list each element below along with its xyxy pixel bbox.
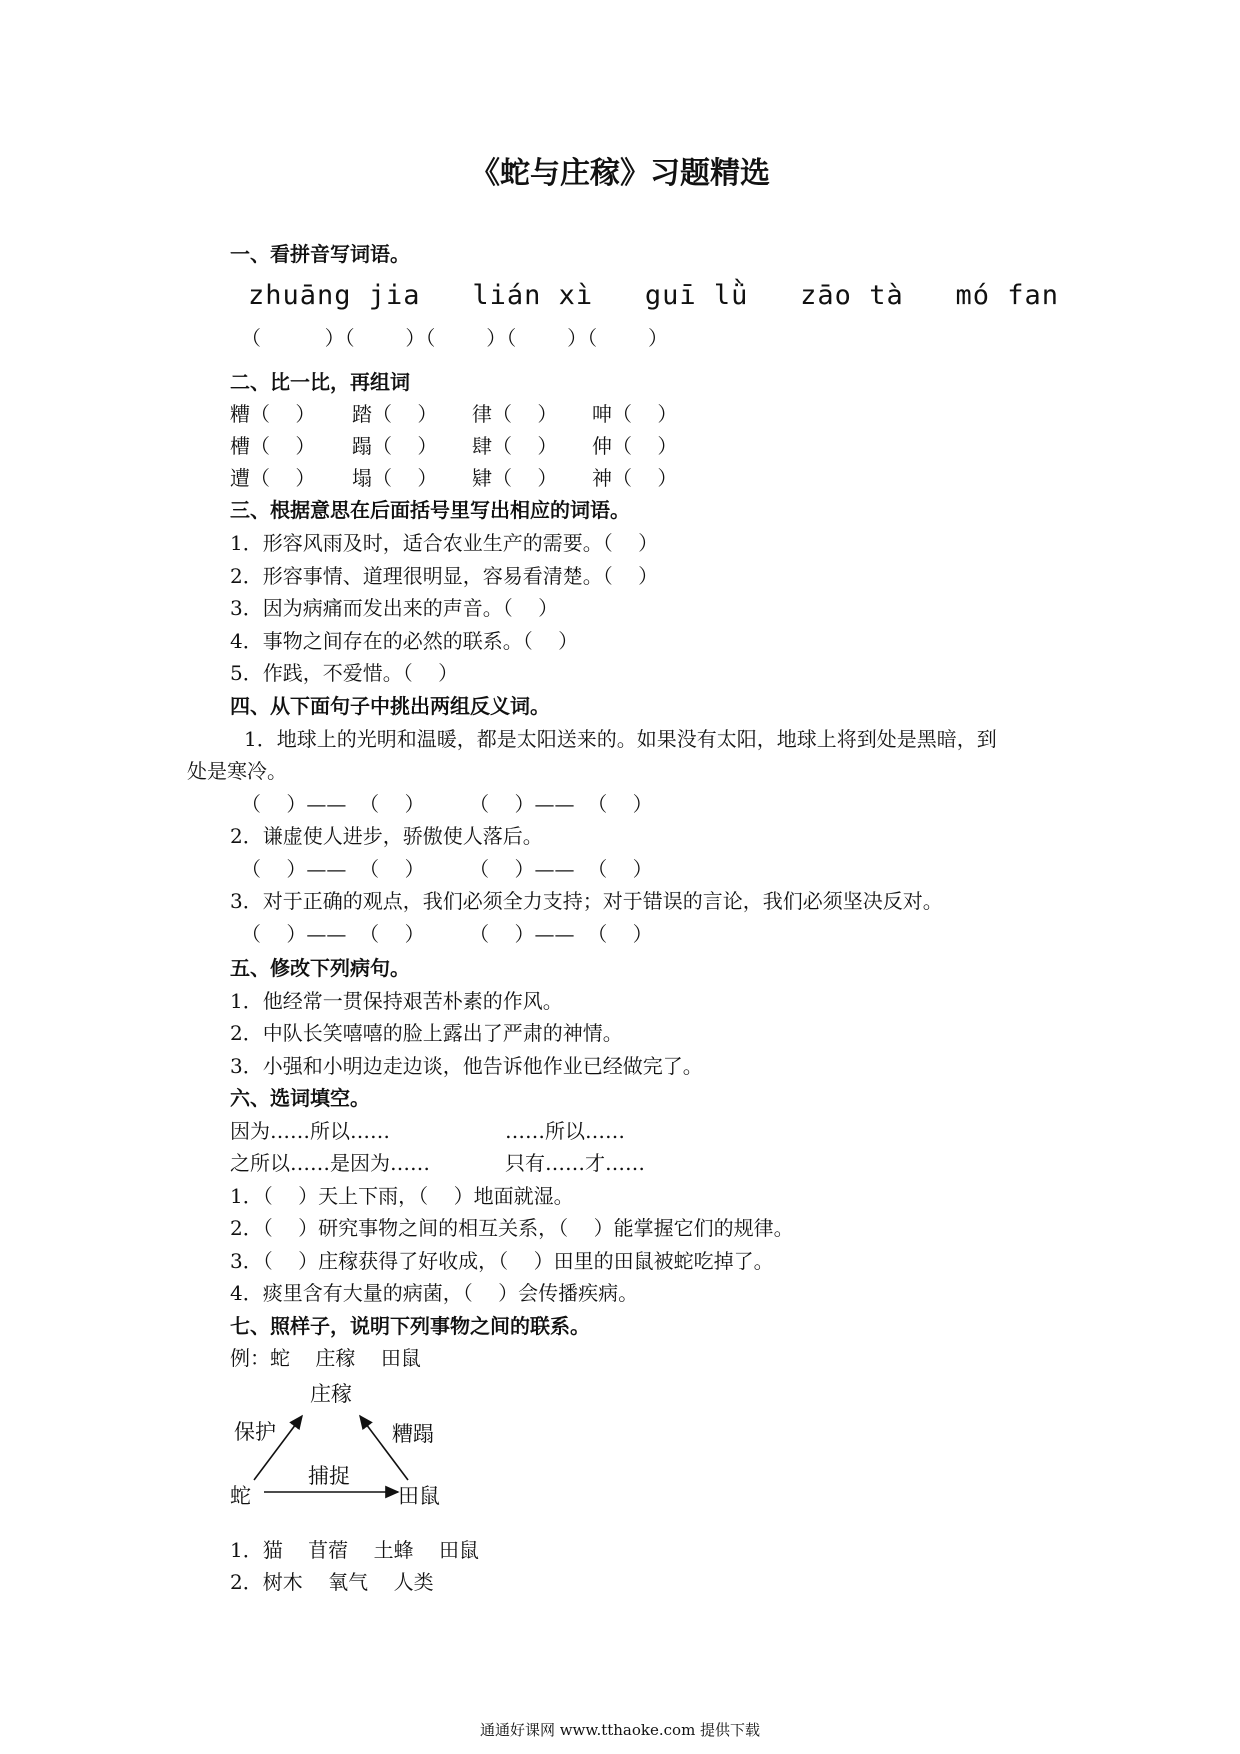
- section-4-heading: 四、从下面句子中挑出两组反义词。: [230, 694, 550, 718]
- compare-cell: 神（ ）: [592, 466, 678, 490]
- definition-item: 5．作践，不爱惜。（ ）: [230, 661, 459, 685]
- compare-cell: 蹋（ ）: [352, 434, 438, 458]
- definition-item: 3．因为病痛而发出来的声音。（ ）: [230, 596, 559, 620]
- sentence-1: 1．地球上的光明和温暖，都是太阳送来的。如果没有太阳，地球上将到处是黑暗，到: [244, 727, 997, 751]
- compare-cell: 律（ ）: [472, 402, 558, 426]
- fill-item: 1．（ ）天上下雨，（ ）地面就湿。: [230, 1184, 574, 1208]
- section-2-heading: 二、比一比，再组词: [230, 370, 410, 394]
- fill-item: 3．（ ）庄稼获得了好收成，（ ）田里的田鼠被蛇吃掉了。: [230, 1249, 774, 1273]
- relation-item: 1．猫 苜蓿 土蜂 田鼠: [230, 1538, 480, 1562]
- section-7-heading: 七、照样子，说明下列事物之间的联系。: [230, 1314, 590, 1338]
- compare-cell: 糟（ ）: [230, 402, 316, 426]
- diagram-node-field-mouse: 田鼠: [398, 1484, 440, 1508]
- antonym-blanks: （ ）—— （ ） （ ）—— （ ）: [241, 792, 653, 816]
- compare-cell: 肆（ ）: [472, 434, 558, 458]
- sick-sentence: 1．他经常一贯保持艰苦朴素的作风。: [230, 989, 563, 1013]
- antonym-blanks: （ ）—— （ ） （ ）—— （ ）: [241, 857, 653, 881]
- conjunction-option: 只有……才……: [505, 1151, 645, 1175]
- conjunction-option: 因为……所以……: [230, 1119, 390, 1143]
- sick-sentence: 3．小强和小明边走边谈，他告诉他作业已经做完了。: [230, 1054, 703, 1078]
- sentence-1-cont: 处是寒冷。: [187, 759, 287, 783]
- diagram-edge-protect: 保护: [234, 1420, 276, 1444]
- section-1-heading: 一、看拼音写词语。: [230, 242, 410, 266]
- diagram-edge-trample: 糟蹋: [392, 1422, 434, 1446]
- conjunction-option: ……所以……: [505, 1119, 625, 1143]
- antonym-blanks: （ ）—— （ ） （ ）—— （ ）: [241, 922, 653, 946]
- example-line: 例：蛇 庄稼 田鼠: [230, 1346, 421, 1370]
- compare-cell: 呻（ ）: [592, 402, 678, 426]
- definition-item: 2．形容事情、道理很明显，容易看清楚。（ ）: [230, 564, 659, 588]
- compare-cell: 槽（ ）: [230, 434, 316, 458]
- section-3-heading: 三、根据意思在后面括号里写出相应的词语。: [230, 498, 630, 522]
- answer-brackets: （ ）（ ）（ ）（ ）（ ）: [241, 326, 669, 350]
- definition-item: 1．形容风雨及时，适合农业生产的需要。（ ）: [230, 531, 659, 555]
- pinyin-row: zhuāng jia lián xì guī lǜ zāo tà mó fan: [248, 280, 1060, 311]
- compare-cell: 伸（ ）: [592, 434, 678, 458]
- relation-item: 2．树木 氧气 人类: [230, 1570, 434, 1594]
- compare-cell: 踏（ ）: [352, 402, 438, 426]
- footer-credit: 通通好课网 www.tthaoke.com 提供下载: [479, 1721, 761, 1739]
- fill-item: 4．痰里含有大量的病菌，（ ）会传播疾病。: [230, 1281, 639, 1305]
- page-title: 《蛇与庄稼》习题精选: [470, 156, 770, 191]
- definition-item: 4．事物之间存在的必然的联系。（ ）: [230, 629, 579, 653]
- sentence-3: 3．对于正确的观点，我们必须全力支持；对于错误的言论，我们必须坚决反对。: [230, 889, 943, 913]
- sick-sentence: 2．中队长笑嘻嘻的脸上露出了严肃的神情。: [230, 1021, 623, 1045]
- compare-cell: 遭（ ）: [230, 466, 316, 490]
- diagram-node-crops: 庄稼: [310, 1382, 352, 1406]
- fill-item: 2．（ ）研究事物之间的相互关系，（ ）能掌握它们的规律。: [230, 1216, 794, 1240]
- compare-cell: 塌（ ）: [352, 466, 438, 490]
- compare-cell: 肄（ ）: [472, 466, 558, 490]
- sentence-2: 2．谦虚使人进步，骄傲使人落后。: [230, 824, 543, 848]
- section-6-heading: 六、选词填空。: [230, 1086, 370, 1110]
- diagram-node-snake: 蛇: [230, 1484, 251, 1508]
- conjunction-option: 之所以……是因为……: [230, 1151, 430, 1175]
- section-5-heading: 五、修改下列病句。: [230, 956, 410, 980]
- relation-diagram: [230, 1378, 470, 1508]
- diagram-edge-catch: 捕捉: [308, 1464, 350, 1488]
